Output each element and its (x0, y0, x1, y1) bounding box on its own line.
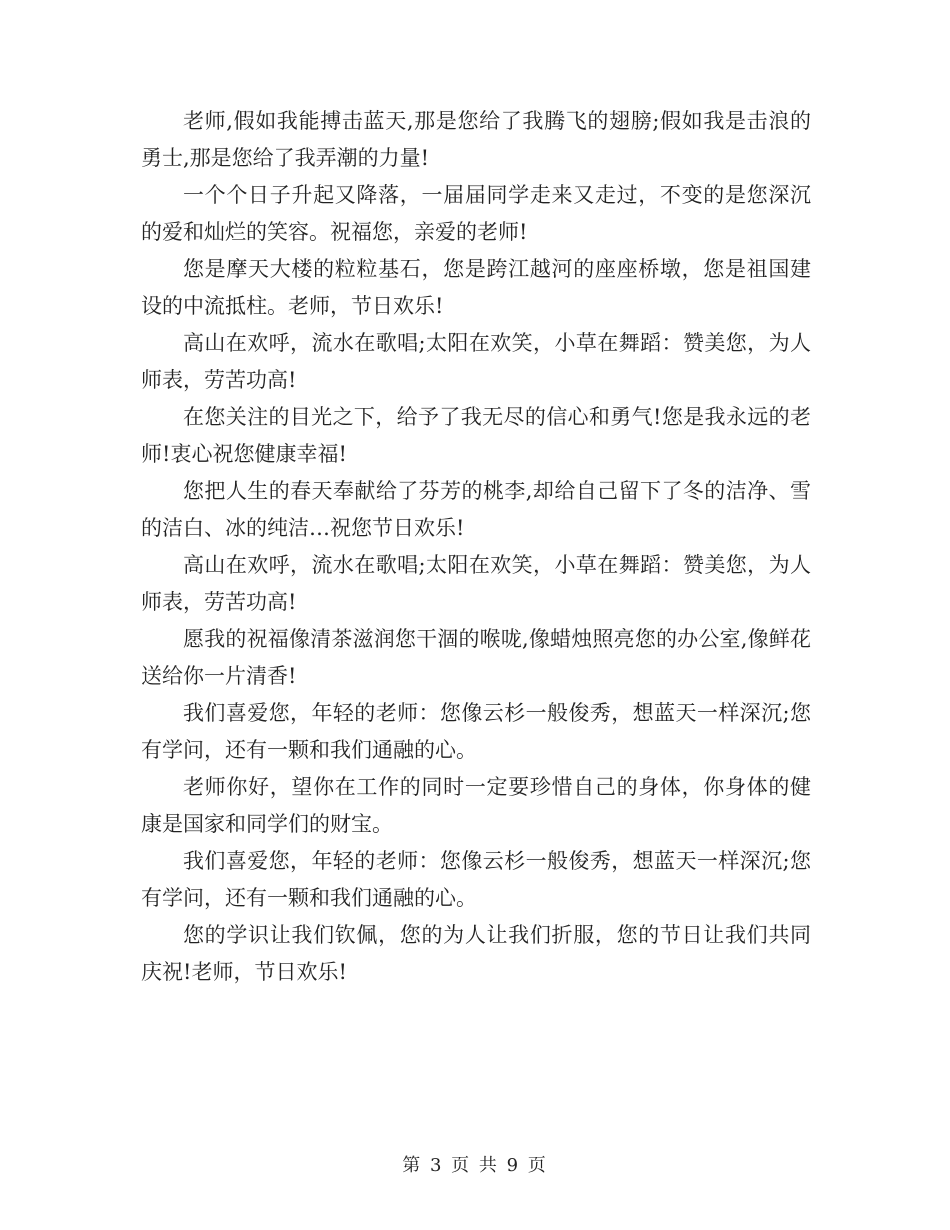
paragraph: 您是摩天大楼的粒粒基石，您是跨江越河的座座桥墩，您是祖国建设的中流抵柱。老师，节日欢乐! (141, 257, 811, 318)
paragraph: 老师,假如我能搏击蓝天,那是您给了我腾飞的翅膀;假如我是击浪的勇士,那是您给了我弄潮的力量! (141, 109, 811, 170)
paragraph: 您的学识让我们钦佩，您的为人让我们折服，您的节日让我们共同庆祝!老师，节日欢乐! (141, 923, 811, 984)
paragraph: 我们喜爱您，年轻的老师：您像云杉一般俊秀，想蓝天一样深沉;您有学问，还有一颗和我们通融的心。 (141, 701, 811, 762)
paragraph: 愿我的祝福像清茶滋润您干涸的喉咙,像蜡烛照亮您的办公室,像鲜花送给你一片清香! (141, 627, 811, 688)
paragraph: 高山在欢呼，流水在歌唱;太阳在欢笑，小草在舞蹈：赞美您，为人师表，劳苦功高! (141, 331, 811, 392)
paragraph: 我们喜爱您，年轻的老师：您像云杉一般俊秀，想蓝天一样深沉;您有学问，还有一颗和我们通融的心。 (141, 849, 811, 910)
paragraph: 高山在欢呼，流水在歌唱;太阳在欢笑，小草在舞蹈：赞美您，为人师表，劳苦功高! (141, 553, 811, 614)
document-body (141, 103, 811, 991)
paragraph: 老师你好，望你在工作的同时一定要珍惜自己的身体，你身体的健康是国家和同学们的财宝。 (141, 775, 811, 836)
page-number-footer: 第 3 页 共 9 页 (402, 1155, 548, 1176)
paragraph: 在您关注的目光之下，给予了我无尽的信心和勇气!您是我永远的老师!衷心祝您健康幸福! (141, 405, 811, 466)
paragraph: 您把人生的春天奉献给了芬芳的桃李,却给自己留下了冬的洁净、雪的洁白、冰的纯洁…祝您节日欢乐! (141, 479, 811, 540)
paragraph: 一个个日子升起又降落，一届届同学走来又走过，不变的是您深沉的爱和灿烂的笑容。祝福您，亲爱的老师! (141, 183, 811, 244)
